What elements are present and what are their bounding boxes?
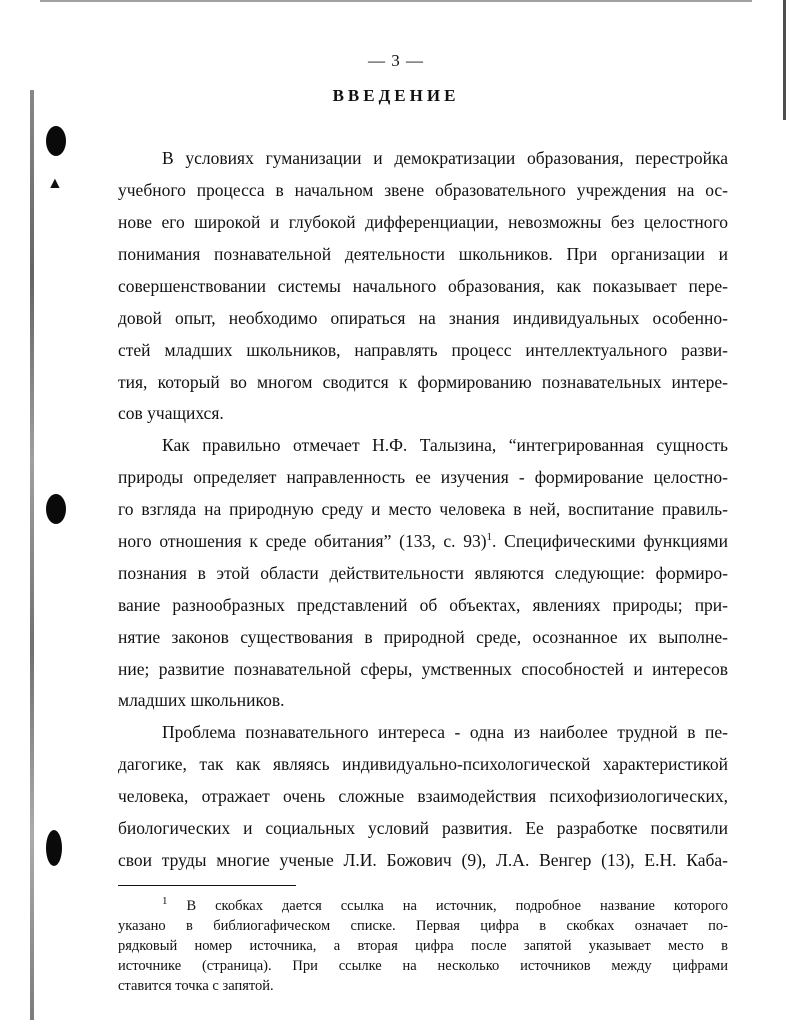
footnote-line: [162, 897, 728, 916]
body-line: сов учащихся.: [118, 403, 224, 423]
body-line: ние; развитие познавательной сферы, умственных способностей и интересов: [118, 659, 728, 679]
punch-hole-bottom: [46, 830, 62, 866]
footnote-text: В скобках дается ссылка на источник, подробное название которого: [186, 898, 729, 914]
body-line: Проблема познавательного интереса - одна из наиболее трудной в пе-: [162, 722, 728, 742]
body-line: довой опыт, необходимо опираться на знания индивидуальных особенно-: [118, 308, 728, 328]
body-line: свои труды многие ученые Л.И. Божович (9), Л.А. Венгер (13), Е.Н. Каба-: [118, 850, 728, 870]
punch-hole-top: [46, 126, 66, 156]
punch-mark-triangle: ▲: [47, 175, 63, 192]
body-line: го взгляда на природную среду и место человека в ней, воспитание правиль-: [118, 499, 728, 519]
punch-hole-middle: [46, 494, 66, 524]
body-line: нятие законов существования в природной среде, осознанное их выполне-: [118, 627, 728, 647]
scan-left-edge: [30, 90, 34, 1020]
page-heading: ВВЕДЕНИЕ: [332, 86, 460, 105]
body-line: младших школьников.: [118, 690, 285, 710]
body-line: совершенствовании системы начального образования, как показывает пере-: [118, 276, 728, 296]
body-line: нове его широкой и глубокой дифференциации, невозможны без целостного: [118, 212, 728, 232]
body-line: вание разнообразных представлений об объектах, явлениях природы; при-: [118, 595, 728, 615]
body-line: тия, который во многом сводится к формированию познавательных интере-: [118, 372, 728, 392]
body-line: биологических и социальных условий развития. Ее разработке посвятили: [118, 818, 728, 838]
body-line: В условиях гуманизации и демократизации образования, перестройка: [162, 148, 728, 168]
footnote-line: ставится точка с запятой.: [118, 978, 274, 994]
body-line-with-footnote: [118, 527, 728, 555]
body-line: природы определяет направленность ее изучения - формирование целостно-: [118, 467, 728, 487]
body-text: . Специфическими функциями: [492, 531, 728, 551]
body-line: стей младших школьников, направлять процесс интеллектуального разви-: [118, 340, 728, 360]
scan-top-edge: [40, 0, 752, 2]
body-text: ного отношения к среде обитания” (133, с. 93): [118, 531, 487, 551]
footnote-line: источнике (страница). При ссылке на несколько источников между цифрами: [118, 958, 728, 974]
body-line: человека, отражает очень сложные взаимодействия психофизиологических,: [118, 786, 728, 806]
footnote-marker: 1: [162, 895, 168, 908]
footnote-line: рядковый номер источника, а вторая цифра после запятой указывает место в: [118, 938, 728, 954]
footnote-reference[interactable]: 1: [486, 531, 493, 544]
footnote-divider: [118, 885, 296, 886]
body-line: учебного процесса в начальном звене образовательного учреждения на ос-: [118, 180, 728, 200]
body-line: познания в этой области действительности являются следующие: формиро-: [118, 563, 728, 583]
body-line: Как правильно отмечает Н.Ф. Талызина, “интегрированная сущность: [162, 435, 728, 455]
page-number: — 3 —: [368, 51, 424, 70]
body-line: дагогике, так как являясь индивидуально-психологической характеристикой: [118, 754, 728, 774]
body-line: понимания познавательной деятельности школьников. При организации и: [118, 244, 728, 264]
footnote-line: указано в библиогафическом списке. Первая цифра в скобках означает по-: [118, 918, 728, 934]
